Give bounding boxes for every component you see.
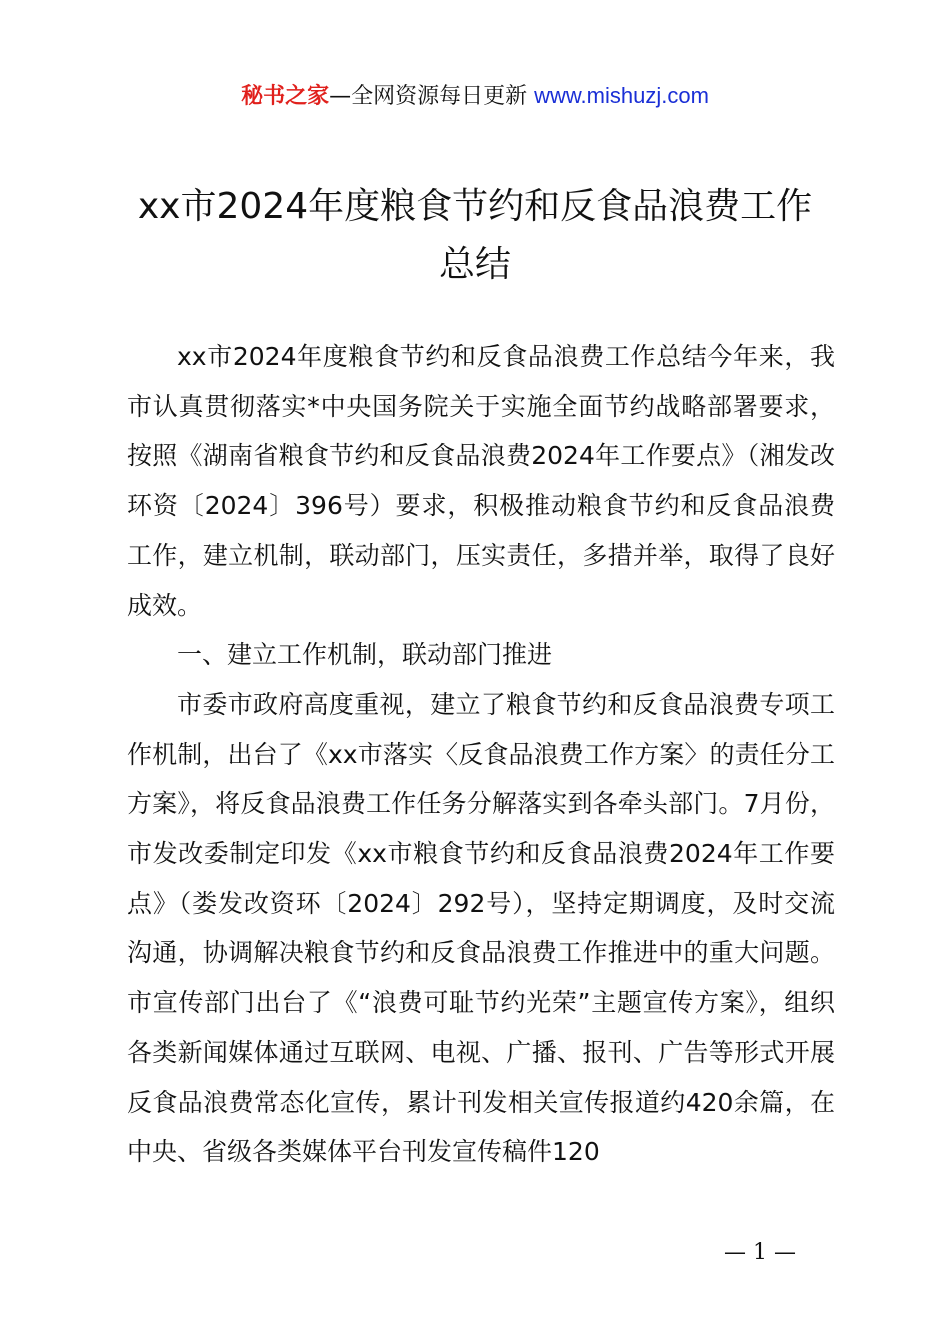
section-1-paragraph: 市委市政府高度重视，建立了粮食节约和反食品浪费专项工作机制，出台了《xx市落实〈反食品浪费工作方案〉的责任分工方案》，将反食品浪费工作任务分解落实到各牵头部门。7月份，市发改委制定印发《xx市粮食节约和反食品浪费2024年工作要点》（娄发改资环〔2024〕292号），坚持定期调度，及时交流沟通，协调解决粮食节约和反食品浪费工作推进中的重大问题。市宣传部门出台了《“浪费可耻节约光荣”主题宣传方案》，组织各类新闻媒体通过互联网、电视、广播、报刊、广告等形式开展反食品浪费常态化宣传，累计刊发相关宣传报道约420余篇，在中央、省级各类媒体平台刊发宣传稿件120 [127,689,835,1167]
site-header [0,80,950,113]
header-slogan: —全网资源每日更新 [329,84,535,109]
site-url-link[interactable]: www.mishuzj.com [534,83,709,108]
document-title: xx市2024年度粮食节约和反食品浪费工作总结 [137,186,813,285]
document-body [127,332,835,1177]
section-heading-1: 一、建立工作机制，联动部门推进 [177,640,553,670]
brand-name: 秘书之家 [241,84,330,109]
intro-paragraph: xx市2024年度粮食节约和反食品浪费工作总结今年来，我市认真贯彻落实*中央国务院关于实施全面节约战略部署要求，按照《湖南省粮食节约和反食品浪费2024年工作要点》（湘发改环资〔2024〕396号）要求，积极推动粮食节约和反食品浪费工作，建立机制，联动部门，压实责任，多措并举，取得了良好成效。 [127,342,835,620]
page-number: — 1 — [724,1240,796,1265]
